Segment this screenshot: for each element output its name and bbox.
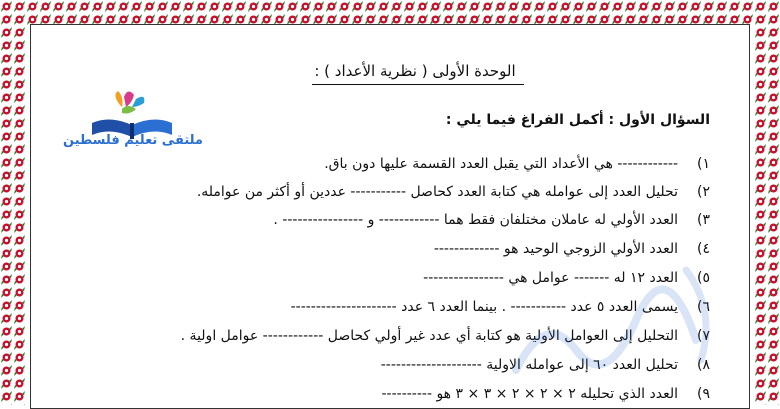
decorative-border-top xyxy=(0,0,780,26)
title-underline xyxy=(312,84,524,85)
open-book-logo-icon xyxy=(62,85,202,160)
logo-caption: ملتقى تعليم فلسطين xyxy=(63,133,203,148)
list-item: ٥)العدد ١٢ له ------- عوامل هي ---------------- xyxy=(423,270,710,286)
decorative-border-right xyxy=(754,0,780,405)
list-item: ٦)يسمى العدد ٥ عدد ----------- . بينما العدد ٦ عدد --------------------- xyxy=(290,299,710,315)
list-item: ٧)التحليل إلى العوامل الأولية هو كتابة أي عدد غير أولي كحاصل ------------ عوامل اولية . xyxy=(180,328,710,344)
unit-title: الوحدة الأولى ( نظرية الأعداد ) : xyxy=(314,62,516,80)
list-item: ٣)العدد الأولي له عاملان مختلفان فقط هما ------------ و ---------------- . xyxy=(273,212,710,228)
list-item: ٩)العدد الذي تحليله ٢ × ٢ × ٢ × ٣ × ٣ هو ---------- xyxy=(381,386,710,402)
list-item: ١)------------ هي الأعداد التي يقبل العدد القسمة عليها دون باق. xyxy=(324,156,710,172)
list-item: ٢)تحليل العدد إلى عوامله هي كتابة العدد كحاصل ----------- عددين أو أكثر من عوامله. xyxy=(196,184,710,200)
question-heading: السؤال الأول : أكمل الفراغ فيما يلي : xyxy=(445,112,710,128)
list-item: ٤)العدد الأولي الزوجي الوحيد هو ------------- xyxy=(433,241,710,257)
decorative-border-left xyxy=(0,0,26,405)
list-item: ٨)تحليل العدد ٦٠ إلى عوامله الاولية -------------------- xyxy=(380,357,710,373)
